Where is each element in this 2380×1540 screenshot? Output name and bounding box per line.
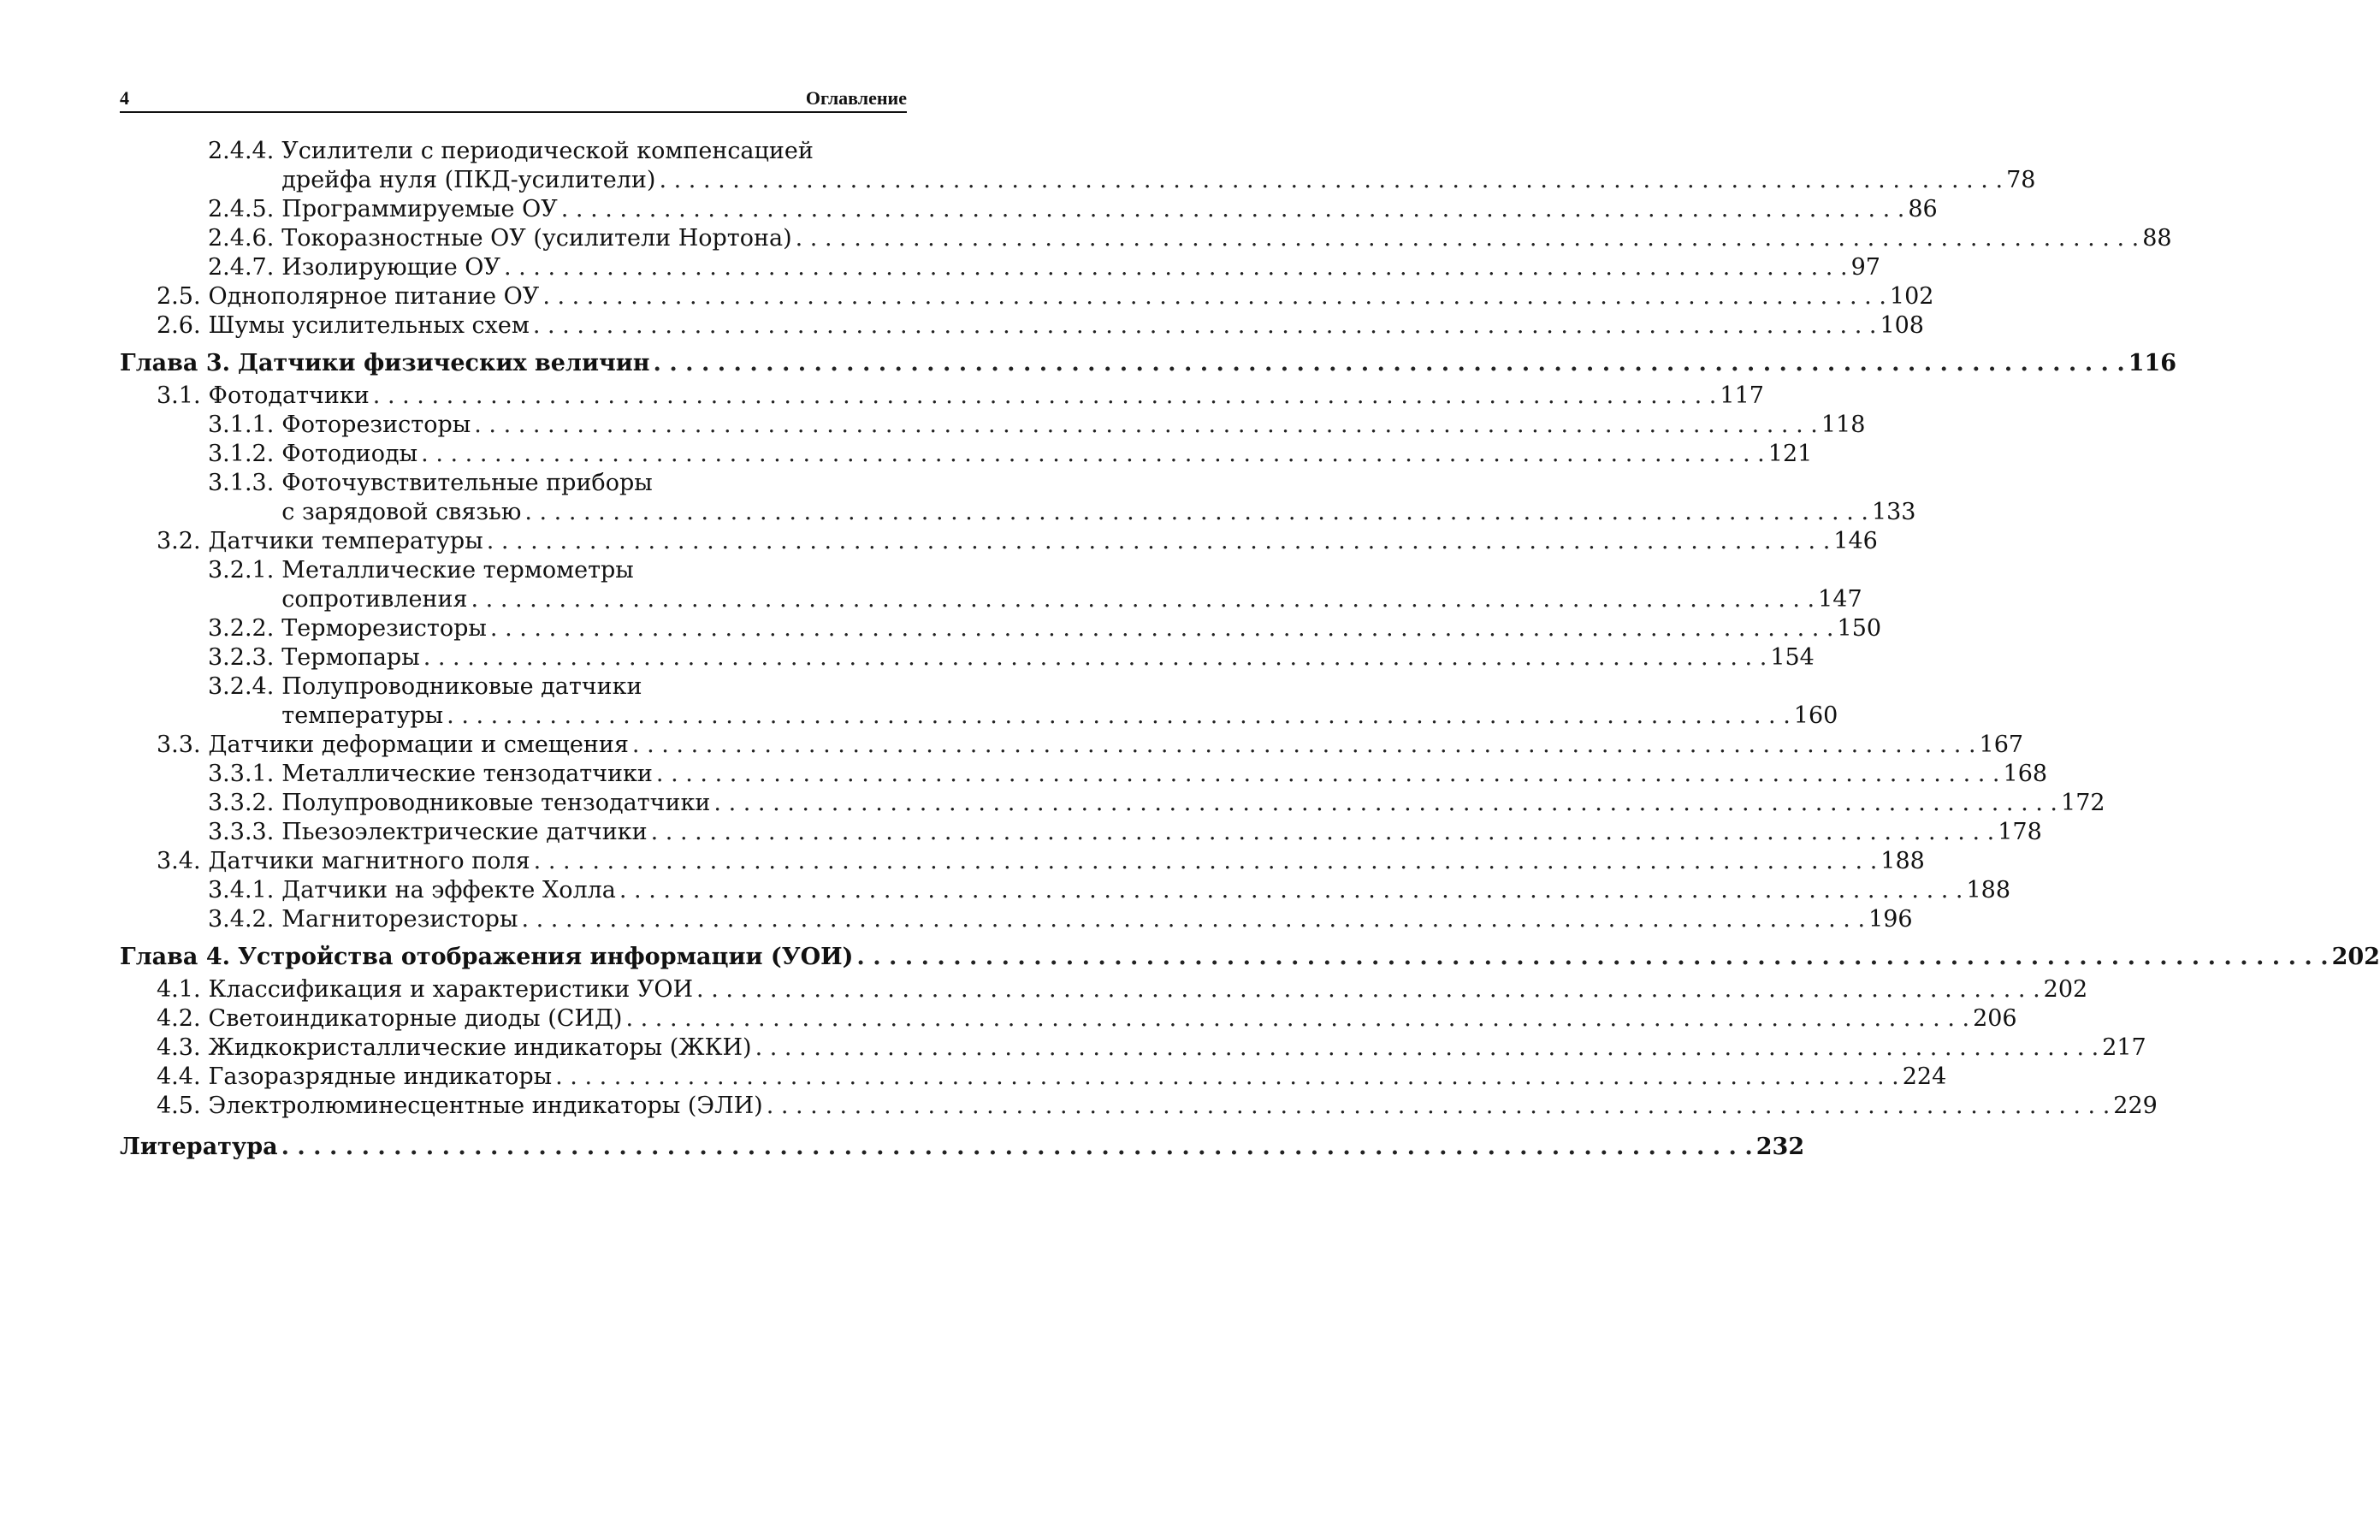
toc-entry-line xyxy=(281,253,1880,282)
toc-entry-title: Датчики магнитного поля xyxy=(208,848,530,874)
toc-entry-page: 232 xyxy=(1755,1134,1805,1160)
toc-entry[interactable] xyxy=(120,282,1934,311)
toc-entry-body xyxy=(281,614,1881,643)
toc-entry-title: Литература xyxy=(120,1134,278,1160)
dot-leader xyxy=(796,224,2140,253)
toc-entry-line xyxy=(281,440,1812,469)
toc-entry-number: 3.2.1. xyxy=(208,557,275,583)
toc-entry-body xyxy=(281,411,1865,440)
dot-leader xyxy=(542,282,1886,311)
dot-leader xyxy=(654,349,2125,378)
toc-entry-title: Магниторезисторы xyxy=(281,906,518,933)
toc-entry-title: Фотодиоды xyxy=(281,441,418,467)
toc-entry-title: с зарядовой связью xyxy=(281,499,522,525)
toc-entry-line xyxy=(281,411,1865,440)
toc-entry[interactable] xyxy=(120,731,2024,760)
toc-entry-number: 3.1.1. xyxy=(208,412,275,438)
toc-entry-number: 3.4.2. xyxy=(208,906,275,933)
toc-entry-number: 3.3.3. xyxy=(208,819,275,845)
toc-entry-page: 118 xyxy=(1821,412,1866,438)
toc-entry-page: 121 xyxy=(1767,441,1813,467)
toc-entry-body xyxy=(281,440,1812,469)
toc-entry-page: 117 xyxy=(1720,382,1764,409)
toc-entry-line xyxy=(209,731,2024,760)
toc-entry-line xyxy=(209,1034,2146,1063)
dot-leader xyxy=(555,1063,1899,1092)
toc-entry-body xyxy=(209,1034,2146,1063)
toc-entry[interactable] xyxy=(120,789,2105,818)
toc-entry-number: 2.4.5. xyxy=(208,196,275,222)
toc-entry-line xyxy=(120,1133,1804,1162)
toc-entry-body xyxy=(209,975,2088,1004)
toc-entry-title: Жидкокристаллические индикаторы (ЖКИ) xyxy=(208,1034,752,1061)
toc-entry[interactable] xyxy=(120,382,1764,411)
toc-entry-line xyxy=(281,195,1937,224)
toc-entry-body xyxy=(209,731,2024,760)
dot-leader xyxy=(619,876,1963,905)
dot-leader xyxy=(521,905,1865,934)
toc-entry-number: 3.4. xyxy=(157,848,201,874)
toc-entry-page: 168 xyxy=(2003,761,2048,787)
toc-entry-page: 102 xyxy=(1889,283,1934,310)
dot-leader xyxy=(281,1133,1753,1162)
toc-entry-number: 3.2.3. xyxy=(208,644,275,671)
toc-entry-title: Программируемые ОУ xyxy=(281,196,558,222)
toc-entry-title: Металлические термометры xyxy=(281,557,634,583)
toc-entry-line xyxy=(281,876,2010,905)
toc-entry-number: 3.2.2. xyxy=(208,615,275,642)
dot-leader xyxy=(421,440,1765,469)
toc-entry[interactable] xyxy=(120,527,1878,556)
toc-entry-page: 147 xyxy=(1818,586,1862,613)
toc-entry[interactable] xyxy=(120,1092,2158,1121)
toc-entry-body xyxy=(209,1004,2017,1034)
dot-leader xyxy=(625,1004,1969,1034)
toc-entry-page: 196 xyxy=(1868,906,1913,933)
toc-entry-line xyxy=(281,760,2047,789)
toc-entry-title: Изолирующие ОУ xyxy=(281,254,500,281)
toc-entry-page: 172 xyxy=(2061,790,2105,816)
toc-entry-title: сопротивления xyxy=(281,586,468,613)
toc-chapter-entry[interactable] xyxy=(120,1133,1805,1162)
running-head xyxy=(120,82,907,113)
toc-entry-number: 3.2.4. xyxy=(208,673,275,700)
dot-leader xyxy=(561,195,1905,224)
toc-entry-line xyxy=(209,1092,2158,1121)
toc-entry-line xyxy=(238,349,2176,378)
toc-entry-page: 78 xyxy=(2006,167,2036,193)
toc-entry-number: 3.1.2. xyxy=(208,441,275,467)
toc-entry-number: 3.1.3. xyxy=(208,470,275,496)
toc-entry-number: 4.2. xyxy=(157,1005,201,1032)
toc-entry-body xyxy=(281,789,2105,818)
toc-entry-body xyxy=(281,905,1912,934)
toc-entry[interactable] xyxy=(120,311,1924,341)
toc-entry-line xyxy=(281,498,1915,527)
toc-entry-number: 3.2. xyxy=(157,528,201,554)
toc-entry-title: Датчики деформации и смещения xyxy=(208,732,629,758)
toc-entry-title: Газоразрядные индикаторы xyxy=(208,1063,553,1090)
toc-entry-line xyxy=(281,585,1862,614)
toc-entry-number: 4.5. xyxy=(157,1093,201,1119)
toc-entry[interactable] xyxy=(120,818,2042,847)
toc-entry-number: 3.4.1. xyxy=(208,877,275,903)
dot-leader xyxy=(447,702,1791,731)
dot-leader xyxy=(534,847,1878,876)
dot-leader xyxy=(713,789,2057,818)
toc-entry-page: 108 xyxy=(1880,312,1924,339)
toc-entry-page: 217 xyxy=(2102,1034,2146,1061)
toc-entry-body xyxy=(281,469,1915,527)
toc-entry[interactable] xyxy=(120,1063,1947,1092)
dot-leader xyxy=(656,760,2000,789)
toc-entry[interactable] xyxy=(120,556,1862,614)
running-head-title: Оглавление xyxy=(805,87,907,109)
toc-entry-title: Устройства отображения информации (УОИ) xyxy=(238,944,854,970)
toc-entry-number: 3.3. xyxy=(157,732,201,758)
toc-entry-line xyxy=(281,702,1838,731)
dot-leader xyxy=(755,1034,2099,1063)
toc-entry-line xyxy=(209,382,1764,411)
toc-entry-number: 2.4.7. xyxy=(208,254,275,281)
toc-entry-title: Токоразностные ОУ (усилители Нортона) xyxy=(281,225,792,252)
toc-entry-page: 97 xyxy=(1850,254,1880,281)
toc-entry-title: Фоторезисторы xyxy=(281,412,471,438)
toc-entry-page: 202 xyxy=(2331,944,2380,970)
toc-entry-line xyxy=(209,1063,1947,1092)
toc-entry-number: 3.3.1. xyxy=(208,761,275,787)
toc-entry-title: Датчики физических величин xyxy=(238,350,650,376)
toc-entry-title: дрейфа нуля (ПКД-усилители) xyxy=(281,167,656,193)
page-number: 4 xyxy=(120,87,129,109)
toc-entry-number: 4.3. xyxy=(157,1034,201,1061)
toc-entry-body xyxy=(281,137,2035,195)
toc-entry-title: Фоточувствительные приборы xyxy=(281,470,653,496)
toc-entry-page: 229 xyxy=(2113,1093,2158,1119)
toc-entry[interactable] xyxy=(120,847,1925,876)
toc-entry-page: 154 xyxy=(1770,644,1815,671)
toc-entry-number: 3.1. xyxy=(157,382,201,409)
dot-leader xyxy=(767,1092,2111,1121)
toc-entry[interactable] xyxy=(120,253,1880,282)
toc-entry-line xyxy=(281,137,2035,166)
toc-entry[interactable] xyxy=(120,876,2011,905)
dot-leader xyxy=(651,818,1995,847)
toc-entry-title: Полупроводниковые датчики xyxy=(281,673,642,700)
toc-entry[interactable] xyxy=(120,440,1813,469)
toc-entry-title: Датчики на эффекте Холла xyxy=(281,877,616,903)
toc-entry-page: 202 xyxy=(2043,976,2088,1003)
toc-entry-number: 2.4.6. xyxy=(208,225,275,252)
toc-entry-body xyxy=(281,556,1862,614)
toc-entry-title: Однополярное питание ОУ xyxy=(208,283,540,310)
toc-entry-page: 188 xyxy=(1966,877,2011,903)
toc-entry-line xyxy=(281,469,1915,498)
toc-entry-body xyxy=(281,672,1838,731)
toc-entry-body xyxy=(209,282,1934,311)
toc-entry-number: 3.3.2. xyxy=(208,790,275,816)
toc-entry-page: 224 xyxy=(1902,1063,1947,1090)
toc-entry-page: 88 xyxy=(2142,225,2172,252)
toc-entry-page: 188 xyxy=(1880,848,1925,874)
toc-entry-title: Электролюминесцентные индикаторы (ЭЛИ) xyxy=(208,1093,763,1119)
dot-leader xyxy=(856,943,2328,972)
toc-entry[interactable] xyxy=(120,195,1938,224)
toc-entry-body xyxy=(281,224,2171,253)
toc-entry-body xyxy=(209,527,1878,556)
toc-entry-number: 2.6. xyxy=(157,312,201,339)
toc-entry-title: Металлические тензодатчики xyxy=(281,761,653,787)
toc-entry-number: 4.1. xyxy=(157,976,201,1003)
toc-entry[interactable] xyxy=(120,905,1913,934)
toc-entry-line xyxy=(238,943,2380,972)
dot-leader xyxy=(632,731,1976,760)
toc-entry-line xyxy=(281,614,1881,643)
toc-entry-page: 116 xyxy=(2128,350,2177,376)
toc-entry-line xyxy=(209,527,1878,556)
toc-entry-line xyxy=(281,905,1912,934)
toc-entry-page: 150 xyxy=(1837,615,1882,642)
toc-entry[interactable] xyxy=(120,975,2088,1004)
toc-entry[interactable] xyxy=(120,760,2048,789)
toc-entry-title: температуры xyxy=(281,702,444,729)
toc-entry-line xyxy=(281,818,2041,847)
dot-leader xyxy=(524,498,1868,527)
dot-leader xyxy=(504,253,1848,282)
toc-entry-number: 4.4. xyxy=(157,1063,201,1090)
toc-entry-title: Терморезисторы xyxy=(281,615,487,642)
toc-entry-number: Глава 3. xyxy=(120,350,231,376)
dot-leader xyxy=(373,382,1717,411)
toc-chapter-entry[interactable] xyxy=(120,349,2177,378)
toc-entry-line xyxy=(209,1004,2017,1034)
toc-entry-body xyxy=(209,311,1924,341)
toc-entry-page: 206 xyxy=(1973,1005,2017,1032)
dot-leader xyxy=(471,585,1815,614)
toc-entry-title: Датчики температуры xyxy=(208,528,483,554)
toc-entry[interactable] xyxy=(120,469,1916,527)
toc-entry[interactable] xyxy=(120,643,1815,672)
toc-entry-line xyxy=(209,847,1925,876)
dot-leader xyxy=(487,527,1831,556)
toc-entry-body xyxy=(238,943,2380,972)
dot-leader xyxy=(696,975,2040,1004)
toc-entry-body xyxy=(120,1133,1804,1162)
toc-entry[interactable] xyxy=(120,614,1882,643)
toc-entry-line xyxy=(209,282,1934,311)
toc-entry-number: 2.4.4. xyxy=(208,138,275,164)
toc-entry-line xyxy=(281,556,1862,585)
table-of-contents xyxy=(120,137,2380,1165)
toc-entry[interactable] xyxy=(120,672,1838,731)
toc-entry-page: 167 xyxy=(1979,732,2024,758)
dot-leader xyxy=(659,166,2003,195)
toc-entry-line xyxy=(281,789,2105,818)
toc-entry[interactable] xyxy=(120,137,2036,195)
toc-entry-line xyxy=(281,224,2171,253)
toc-entry[interactable] xyxy=(120,1034,2146,1063)
toc-entry-number: Глава 4. xyxy=(120,944,231,970)
toc-entry[interactable] xyxy=(120,1004,2017,1034)
toc-entry-title: Полупроводниковые тензодатчики xyxy=(281,790,711,816)
toc-entry-line xyxy=(281,672,1838,702)
toc-entry-page: 146 xyxy=(1833,528,1878,554)
dot-leader xyxy=(423,643,1767,672)
toc-entry-body xyxy=(238,349,2176,378)
toc-entry-page: 86 xyxy=(1908,196,1938,222)
toc-entry-title: Усилители с периодической компенсацией xyxy=(281,138,814,164)
toc-entry-page: 160 xyxy=(1793,702,1838,729)
dot-leader xyxy=(474,411,1818,440)
toc-entry-page: 133 xyxy=(1871,499,1916,525)
toc-entry-title: Светоиндикаторные диоды (СИД) xyxy=(208,1005,623,1032)
toc-entry-page: 178 xyxy=(1998,819,2042,845)
toc-entry-body xyxy=(281,760,2047,789)
toc-entry-title: Фотодатчики xyxy=(208,382,370,409)
dot-leader xyxy=(490,614,1834,643)
toc-entry-line xyxy=(209,311,1924,341)
toc-entry-body xyxy=(209,1092,2158,1121)
toc-entry-body xyxy=(281,643,1815,672)
toc-entry-title: Шумы усилительных схем xyxy=(208,312,530,339)
toc-entry-title: Термопары xyxy=(281,644,420,671)
toc-entry-number: 2.5. xyxy=(157,283,201,310)
toc-entry-body xyxy=(209,847,1925,876)
toc-entry-body xyxy=(281,253,1880,282)
toc-entry[interactable] xyxy=(120,411,1866,440)
toc-entry-body xyxy=(281,195,1937,224)
toc-entry-title: Пьезоэлектрические датчики xyxy=(281,819,648,845)
toc-entry-body xyxy=(281,876,2010,905)
toc-entry-body xyxy=(209,382,1764,411)
toc-chapter-entry[interactable] xyxy=(120,943,2380,972)
toc-entry-line xyxy=(281,643,1815,672)
toc-entry-line xyxy=(209,975,2088,1004)
toc-entry-body xyxy=(281,818,2041,847)
toc-entry[interactable] xyxy=(120,224,2172,253)
dot-leader xyxy=(533,311,1877,341)
toc-entry-line xyxy=(281,166,2035,195)
toc-entry-body xyxy=(209,1063,1947,1092)
toc-entry-title: Классификация и характеристики УОИ xyxy=(208,976,694,1003)
